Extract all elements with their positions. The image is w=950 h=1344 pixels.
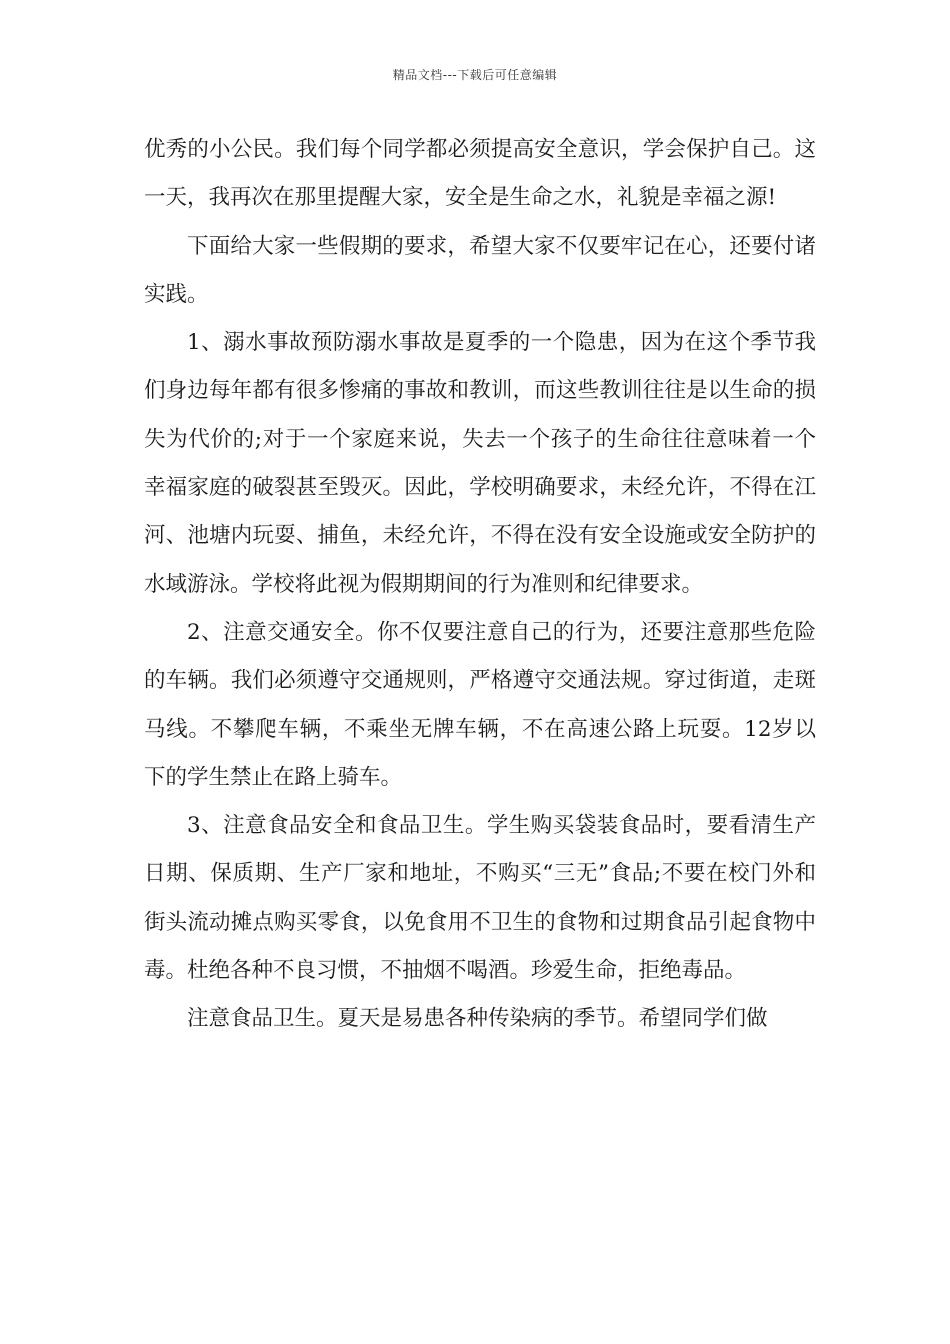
paragraph-food-hygiene: 注意食品卫生。夏天是易患各种传染病的季节。希望同学们做 [187,1006,768,1032]
paragraph-holiday-requirements: 下面给大家一些假期的要求，希望大家不仅要牢记在心，还要付诸实践。 [144,233,816,307]
paragraph-intro-closing: 优秀的小公民。我们每个同学都必须提高安全意识，学会保护自己。这一天，我再次在那里提醒大家，安全是生命之水，礼貌是幸福之源! [144,137,816,211]
document-body [144,126,816,1044]
page-header: 精品文档---下载后可任意编辑 [392,68,558,82]
paragraph-drowning-prevention: 1、溺水事故预防溺水事故是夏季的一个隐患，因为在这个季节我们身边每年都有很多惨痛的事故和教训，而这些教训往往是以生命的损失为代价的;对于一个家庭来说，失去一个孩子的生命往往意味着一个幸福家庭的破裂甚至毁灭。因此，学校明确要求，未经允许，不得在江河、池塘内玩耍、捕鱼，未经允许，不得在没有安全设施或安全防护的水域游泳。学校将此视为假期期间的行为准则和纪律要求。 [144,330,816,597]
paragraph-food-safety: 3、注意食品安全和食品卫生。学生购买袋装食品时，要看清生产日期、保质期、生产厂家和地址，不购买“三无”食品;不要在校门外和街头流动摊点购买零食，以免食用不卫生的食物和过期食品引起食物中毒。杜绝各种不良习惯，不抽烟不喝酒。珍爱生命，拒绝毒品。 [144,813,816,984]
paragraph-traffic-safety: 2、注意交通安全。你不仅要注意自己的行为，还要注意那些危险的车辆。我们必须遵守交通规则，严格遵守交通法规。穿过街道，走斑马线。不攀爬车辆，不乘坐无牌车辆，不在高速公路上玩耍。12岁以下的学生禁止在路上骑车。 [144,619,816,790]
